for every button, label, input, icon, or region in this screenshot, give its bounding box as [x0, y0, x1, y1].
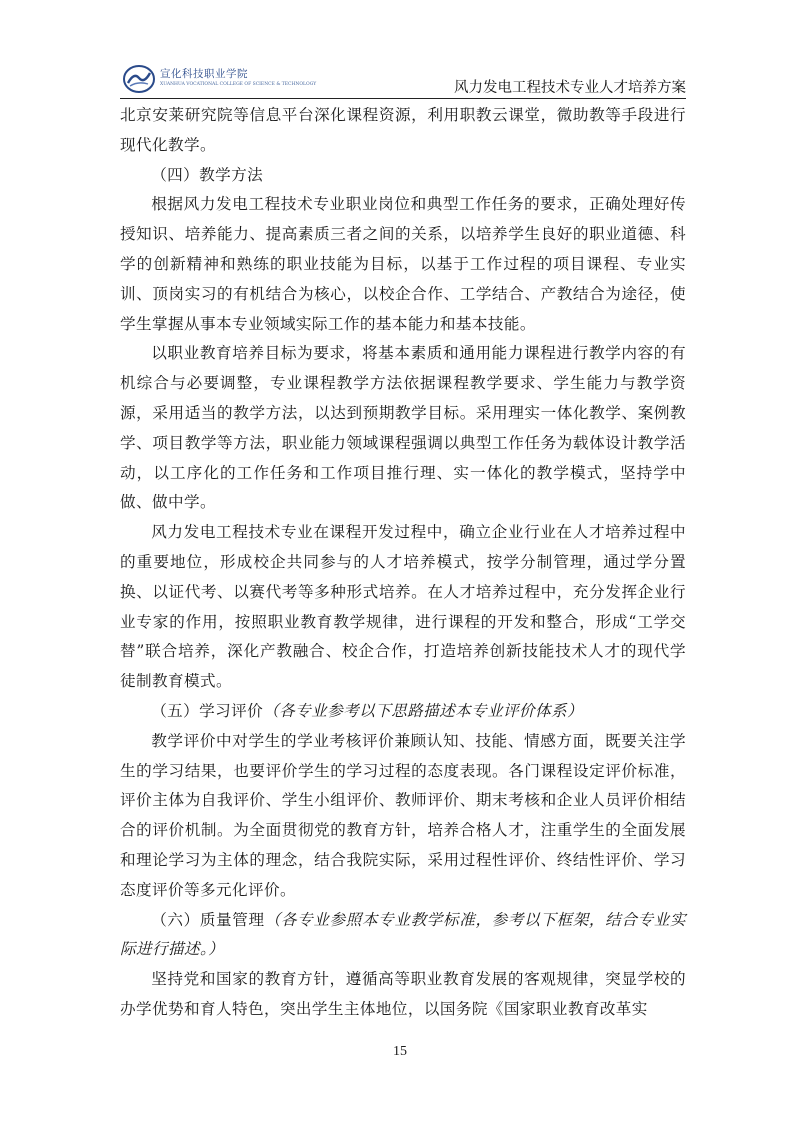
heading-title: （六）质量管理 — [151, 910, 265, 929]
document-body — [120, 101, 686, 1025]
paragraph: 北京安莱研究院等信息平台深化课程资源，利用职教云课堂，微助教等手段进行现代化教学。 — [120, 106, 686, 154]
heading-note: （各专业参照本专业教学标准，参考以下框架，结合专业实际进行描述。） — [120, 910, 686, 959]
page-number: 15 — [393, 1044, 407, 1059]
college-logo-icon — [122, 64, 156, 94]
document-title: 风力发电工程技术专业人才培养方案 — [454, 80, 686, 96]
paragraph: 风力发电工程技术专业在课程开发过程中，确立企业行业在人才培养过程中的重要地位，形成校企共同参与的人才培养模式，按学分制管理，通过学分置换、以证代考、以赛代考等多种形式培养。在人才培养过程中，充分发挥企业行业专家的作用，按照职业教育教学规律，进行课程的开发和整合，形成“工学交替”联合培养，深化产教融合、校企合作，打造培养创新技能技术人才的现代学徒制教育模式。 — [120, 523, 686, 691]
paragraph: 根据风力发电工程技术专业职业岗位和典型工作任务的要求，正确处理好传授知识、培养能力、提高素质三者之间的关系，以培养学生良好的职业道德、科学的创新精神和熟练的职业技能为目标，以基于工作过程的项目课程、专业实训、顶岗实习的有机结合为核心，以校企合作、工学结合、产教结合为途径，使学生掌握从事本专业领域实际工作的基本能力和基本技能。 — [120, 195, 686, 333]
paragraph: 以职业教育培养目标为要求，将基本素质和通用能力课程进行教学内容的有机综合与必要调整，专业课程教学方法依据课程教学要求、学生能力与教学资源，采用适当的教学方法，以达到预期教学目标。采用理实一体化教学、案例教学、项目教学等方法，职业能力领域课程强调以典型工作任务为载体设计教学活动，以工序化的工作任务和工作项目推行理、实一体化的教学模式，坚持学中做、做中学。 — [120, 344, 686, 512]
page-header — [120, 62, 686, 99]
section-heading — [120, 697, 686, 727]
heading-note: （各专业参考以下思路描述本专业评价体系） — [263, 701, 584, 720]
section-heading — [120, 906, 686, 966]
paragraph: 教学评价中对学生的学业考核评价兼顾认知、技能、情感方面，既要关注学生的学习结果，也要评价学生的学习过程的态度表现。各门课程设定评价标准，评价主体为自我评价、学生小组评价、教师评价、期末考核和企业人员评价相结合的评价机制。为全面贯彻党的教育方针，培养合格人才，注重学生的全面发展和理论学习为主体的理念，结合我院实际，采用过程性评价、终结性评价、学习态度评价等多元化评价。 — [120, 731, 686, 899]
school-name-english: XUANHUA VOCATIONAL COLLEGE OF SCIENCE & TECHNOLOGY — [160, 82, 317, 87]
section-heading: （四）教学方法 — [151, 165, 264, 184]
school-name: 宣化科技职业学院 — [160, 68, 248, 80]
heading-title: （五）学习评价 — [151, 701, 264, 720]
paragraph: 坚持党和国家的教育方针，遵循高等职业教育发展的客观规律，突显学校的办学优势和育人特色，突出学生主体地位，以国务院《国家职业教育改革实 — [120, 970, 686, 1018]
